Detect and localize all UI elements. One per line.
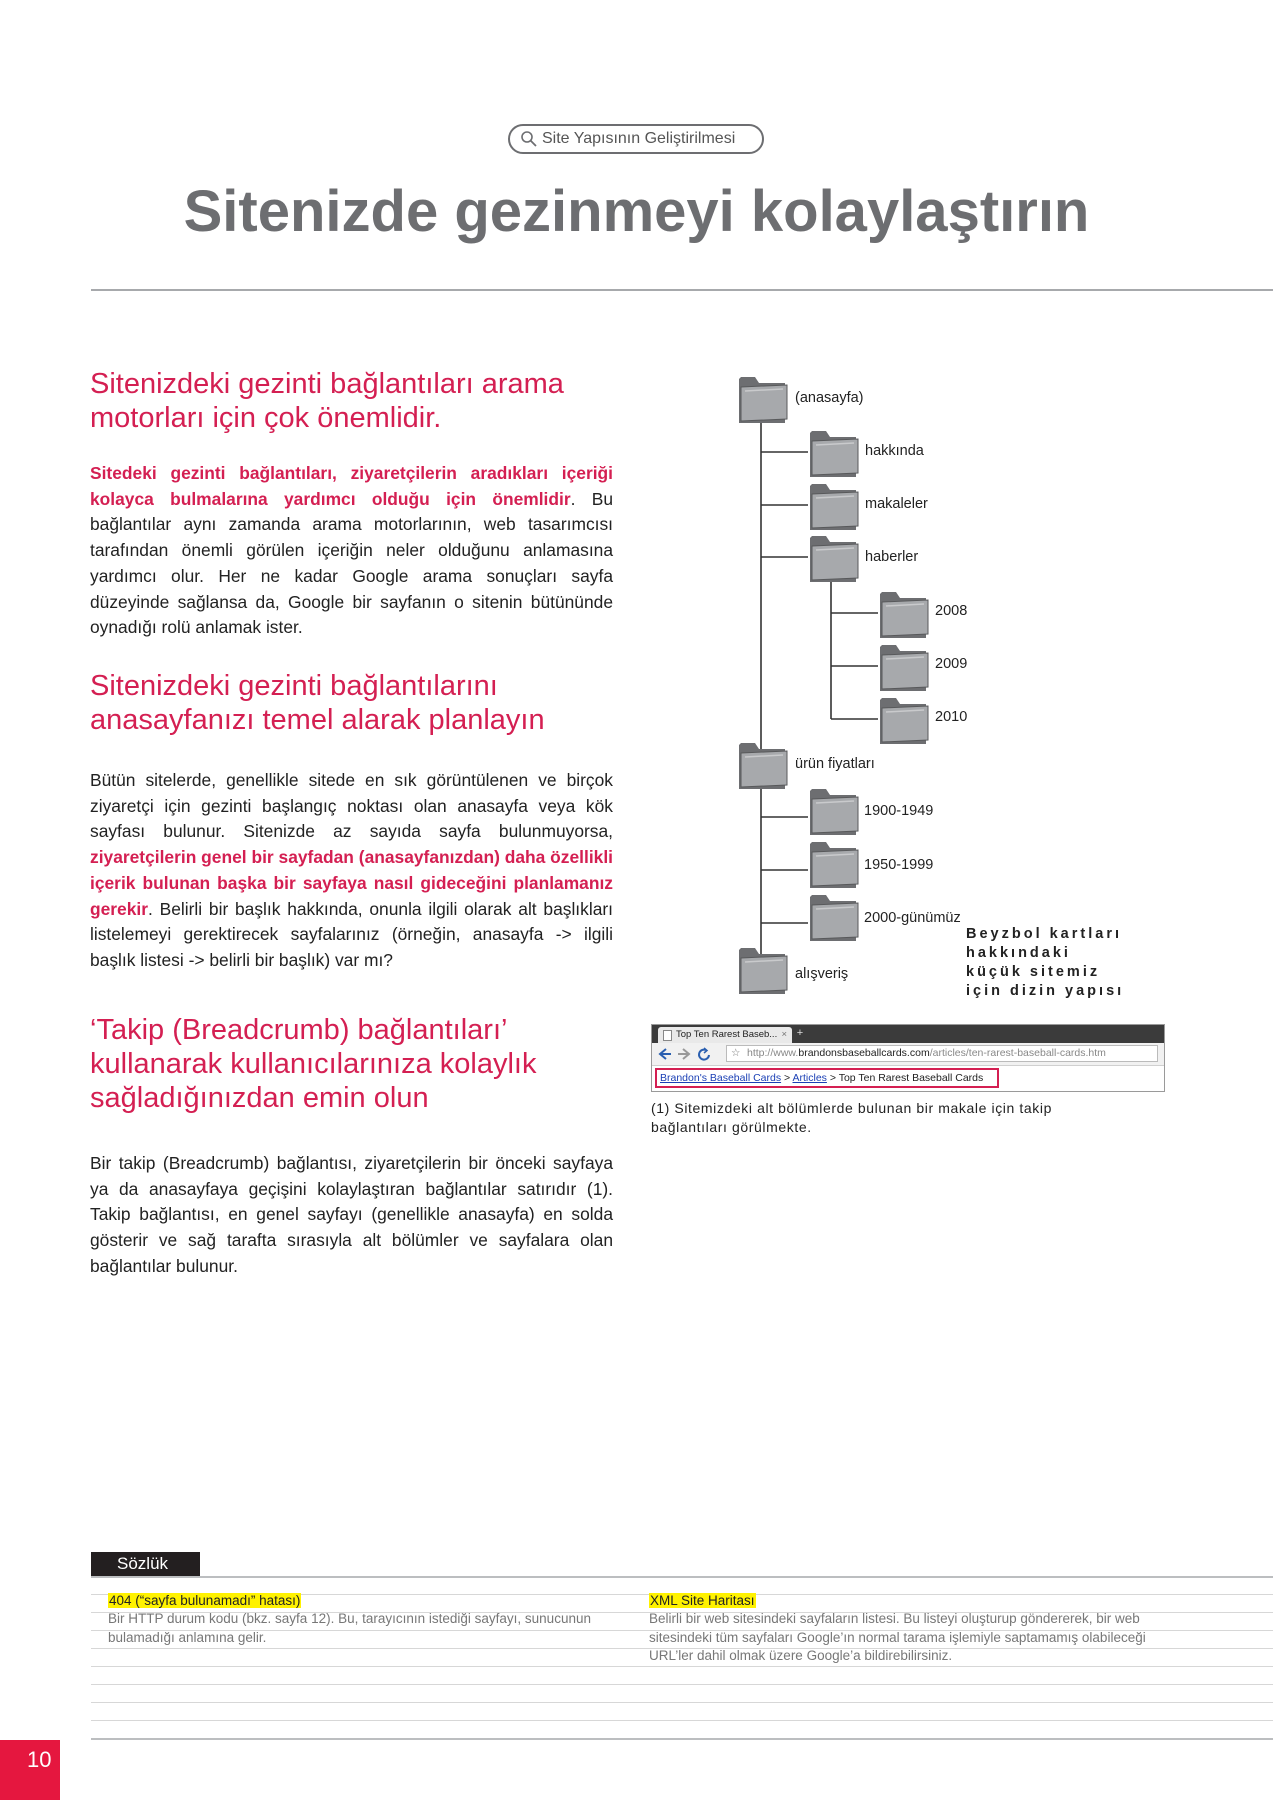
glossary-rule — [91, 1684, 1273, 1685]
glossary-entry-xml-sitemap — [649, 1592, 1167, 1666]
section2-body — [90, 768, 613, 974]
browser-toolbar — [652, 1043, 1164, 1066]
browser-tab-title: Top Ten Rarest Baseb... — [676, 1029, 778, 1040]
folder-icon — [739, 948, 787, 994]
tree-node-2008: 2008 — [935, 603, 968, 619]
browser-caption: (1) Sitemizdeki alt bölümlerde bulunan bir makale için takip bağlantıları görülmekte. — [651, 1100, 1052, 1135]
section3-body: Bir takip (Breadcrumb) bağlantısı, ziyaretçilerin bir önceki sayfaya ya da anasayfaya geçişini kolaylaştıran bağlantılar satırıdır (1). Takip bağlantısı, en genel sayfayı (genellikle anasayfa) en solda gösterir ve sağ tarafta sırasıyla alt bölümler ve sayfalara olan bağlantılar bulunur. — [90, 1153, 613, 1276]
reload-icon[interactable] — [699, 1048, 709, 1060]
page-title: Sitenizde gezinmeyi kolaylaştırın — [183, 179, 1090, 244]
glossary-definition: Belirli bir web sitesindeki sayfaların listesi. Bu listeyi oluşturup göndererek, bir web sitesindeki tüm sayfaları Google’ın normal tarama işlemiyle saptamamış olabileceği URL’ler dahil olmak üzere Google’a bildirebilirsiniz. — [649, 1611, 1146, 1663]
folder-icon — [739, 377, 787, 423]
folder-icon — [810, 789, 858, 835]
url-prefix: http://www. — [747, 1047, 799, 1059]
tab-close-icon[interactable]: × — [781, 1029, 787, 1040]
tree-node-about: hakkında — [865, 443, 924, 459]
breadcrumb-separator: > — [829, 1072, 836, 1084]
tree-node-root: (anasayfa) — [795, 390, 864, 406]
glossary-term: XML Site Haritası — [650, 1593, 755, 1608]
folder-icon — [880, 592, 928, 638]
tree-caption: Beyzbol kartları hakkındaki küçük sitemiz için dizin yapısı — [966, 926, 1125, 999]
tree-node-news: haberler — [865, 549, 919, 565]
folder-icon — [810, 536, 858, 582]
tree-node-shopping: alışveriş — [795, 966, 849, 982]
glossary-entry-404 — [108, 1592, 618, 1647]
browser-tab[interactable] — [658, 1027, 792, 1043]
breadcrumb — [655, 1068, 999, 1088]
breadcrumb-current: Top Ten Rarest Baseball Cards — [838, 1072, 984, 1084]
folder-icon — [880, 698, 928, 744]
browser-tab-strip — [652, 1025, 1164, 1043]
page-icon — [663, 1030, 672, 1041]
breadcrumb-separator: > — [784, 1072, 791, 1084]
folder-icon — [810, 431, 858, 477]
glossary-label: Sözlük — [91, 1552, 200, 1576]
section-label — [508, 124, 764, 154]
star-icon[interactable]: ☆ — [731, 1047, 741, 1059]
glossary-top-rule — [91, 1576, 1273, 1578]
url-path: /articles/ten-rarest-baseball-cards.htm — [929, 1047, 1106, 1059]
tree-node-1900: 1900-1949 — [864, 803, 934, 819]
tree-node-1950: 1950-1999 — [864, 857, 934, 873]
breadcrumb-link-articles[interactable]: Articles — [792, 1072, 827, 1084]
tree-node-2009: 2009 — [935, 656, 968, 672]
section2-highlight: ziyaretçilerin genel bir sayfadan (anasayfanızdan) daha özellikli içerik bulunan başka bir sayfaya nasıl gideceğini planlamanız gerekir — [90, 847, 613, 919]
back-arrow-icon[interactable] — [660, 1049, 671, 1059]
nav-buttons — [656, 1046, 724, 1062]
url-domain: brandonsbaseballcards.com — [798, 1047, 930, 1059]
page-number: 10 — [0, 1740, 60, 1800]
section1-body — [90, 461, 613, 641]
browser-screenshot — [651, 1024, 1165, 1092]
section2-heading: Sitenizdeki gezinti bağlantılarını anasayfanızı temel alarak planlayın — [90, 670, 545, 736]
address-bar[interactable] — [726, 1045, 1158, 1062]
folder-icon — [739, 743, 787, 789]
section-label-text: Site Yapısının Geliştirilmesi — [542, 130, 736, 147]
glossary-definition: Bir HTTP durum kodu (bkz. sayfa 12). Bu, tarayıcının istediği sayfayı, sunucunun bulamadığı anlamına gelir. — [108, 1611, 591, 1645]
section1-heading: Sitenizdeki gezinti bağlantıları arama motorları için çok önemlidir. — [90, 368, 564, 434]
folder-icon — [810, 895, 858, 941]
breadcrumb-link-home[interactable]: Brandon's Baseball Cards — [660, 1072, 782, 1084]
glossary-rule — [91, 1702, 1273, 1703]
folder-icon — [810, 842, 858, 888]
section3-heading: ‘Takip (Breadcrumb) bağlantıları’ kullanarak kullanıcılarınıza kolaylık sağladığınızdan emin olun — [90, 1014, 537, 1114]
glossary-term: 404 (“sayfa bulunamadı” hatası) — [109, 1593, 301, 1608]
folder-icon — [880, 645, 928, 691]
tree-node-prices: ürün fiyatları — [795, 756, 875, 772]
tree-node-2000: 2000-günümüz — [864, 910, 961, 926]
title-divider — [91, 289, 1273, 291]
new-tab-icon[interactable]: + — [796, 1027, 804, 1039]
section1-highlight: Sitedeki gezinti bağlantıları, ziyaretçilerin aradıkları içeriği kolayca bulmalarına yardımcı olduğu için önemlidir — [90, 463, 613, 509]
section2-text-b: . Belirli bir başlık hakkında, onunla ilgili olarak alt başlıkları listelemeyi gerektirecek sayfalarınız (örneğin, anasayfa -> ilgili başlık listesi -> belirli bir başlık) var mı? — [90, 898, 613, 970]
glossary-rule — [91, 1720, 1273, 1721]
tree-node-2010: 2010 — [935, 709, 968, 725]
section1-text: . Bu bağlantılar aynı zamanda arama motorlarının, web tasarımcısı tarafından önemli görülen içeriğin neler olduğunu anlamasına yardımcı olur. Her ne kadar Google arama sonuçları sayfa düzeyinde sağlansa da, Google bir sayfanın o sitenin bütününde oynadığı rolü anlamak ister. — [90, 488, 613, 638]
tree-node-articles: makaleler — [865, 496, 928, 512]
forward-arrow-icon[interactable] — [678, 1049, 689, 1059]
folder-icon — [810, 484, 858, 530]
glossary-bottom-rule — [91, 1738, 1273, 1740]
section2-text-a: Bütün sitelerde, genellikle sitede en sık görüntülenen ve birçok ziyaretçi için gezinti başlangıç noktası olan anasayfa veya kök sayfası bulunur. Sitenizde az sayıda sayfa bulunmuyorsa, — [90, 770, 613, 842]
search-icon — [520, 130, 538, 148]
glossary-rule — [91, 1666, 1273, 1667]
